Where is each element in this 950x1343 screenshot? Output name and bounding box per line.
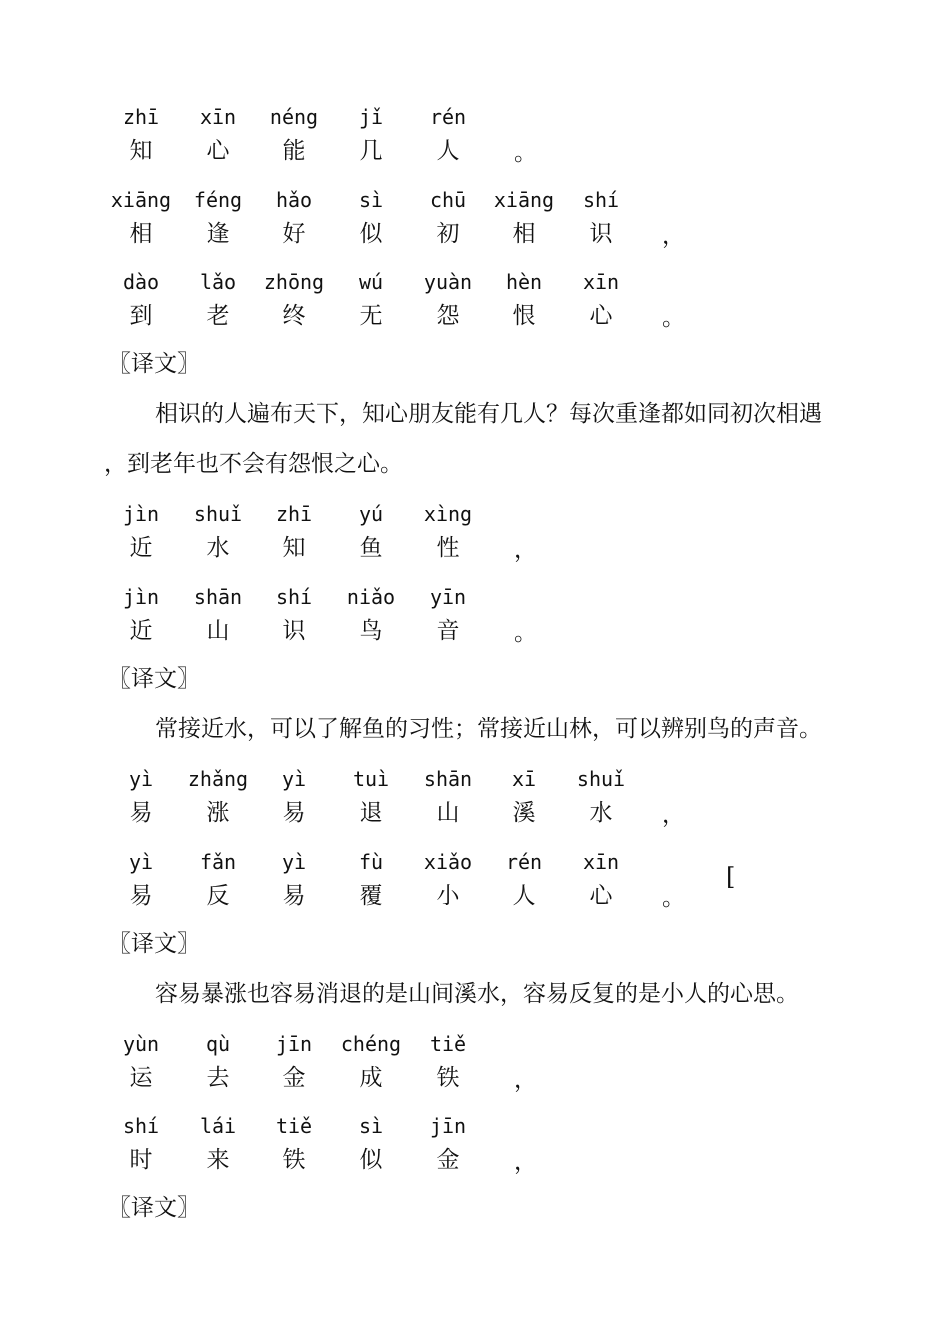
hanzi-character: 心: [589, 883, 613, 909]
hanzi-character: 识: [589, 221, 613, 247]
hanzi-character: 人: [436, 138, 460, 164]
pinyin-syllable: hǎo: [275, 188, 313, 212]
pinyin-syllable: yì: [128, 767, 154, 791]
hanzi-character: 成: [359, 1065, 383, 1091]
hanzi-character: 铁: [282, 1147, 306, 1173]
pinyin-syllable: xiǎo: [423, 850, 473, 874]
pinyin-syllable: chéng: [340, 1032, 402, 1056]
stray-bracket-mark: [: [726, 863, 736, 891]
pinyin-syllable: shān: [193, 585, 243, 609]
hanzi-character: 识: [282, 618, 306, 644]
hanzi-character: 时: [129, 1147, 153, 1173]
pinyin-syllable: sì: [358, 188, 384, 212]
hanzi-character: 逢: [206, 221, 230, 247]
pinyin-syllable: yuàn: [423, 270, 473, 294]
hanzi-character: 音: [436, 618, 460, 644]
pinyin-syllable: shí: [122, 1114, 160, 1138]
pinyin-syllable: xī: [511, 767, 537, 791]
hanzi-character: 涨: [206, 800, 230, 826]
pinyin-syllable: tuì: [352, 767, 390, 791]
pinyin-syllable: zhōng: [263, 270, 325, 294]
hanzi-character: 溪: [512, 800, 536, 826]
hanzi-character: 心: [589, 303, 613, 329]
pinyin-syllable: lǎo: [199, 270, 237, 294]
hanzi-character: 铁: [436, 1065, 460, 1091]
line-punctuation: 。: [514, 140, 537, 166]
hanzi-character: 易: [129, 800, 153, 826]
pinyin-syllable: néng: [269, 105, 319, 129]
hanzi-character: 覆: [359, 883, 383, 909]
hanzi-character: 知: [129, 138, 153, 164]
pinyin-syllable: zhī: [122, 105, 160, 129]
hanzi-character: 去: [206, 1065, 230, 1091]
pinyin-syllable: hèn: [505, 270, 543, 294]
hanzi-character: 易: [282, 883, 306, 909]
hanzi-character: 易: [129, 883, 153, 909]
pinyin-syllable: xiāng: [110, 188, 172, 212]
hanzi-character: 心: [206, 138, 230, 164]
hanzi-character: 金: [436, 1147, 460, 1173]
pinyin-syllable: qù: [205, 1032, 231, 1056]
pinyin-syllable: dào: [122, 270, 160, 294]
pinyin-syllable: jīn: [429, 1114, 467, 1138]
pinyin-syllable: xiāng: [493, 188, 555, 212]
hanzi-character: 易: [282, 800, 306, 826]
pinyin-syllable: shān: [423, 767, 473, 791]
pinyin-syllable: zhī: [275, 502, 313, 526]
hanzi-character: 到: [129, 303, 153, 329]
hanzi-character: 反: [206, 883, 230, 909]
line-punctuation: 。: [662, 885, 685, 911]
line-punctuation: 。: [514, 620, 537, 646]
pinyin-syllable: shuǐ: [193, 502, 243, 526]
hanzi-character: 知: [282, 535, 306, 561]
hanzi-character: 来: [206, 1147, 230, 1173]
hanzi-character: 相: [512, 221, 536, 247]
pinyin-syllable: tiě: [429, 1032, 467, 1056]
translation-heading: 〖译文〗: [108, 931, 200, 957]
pinyin-syllable: lái: [199, 1114, 237, 1138]
pinyin-syllable: yì: [281, 767, 307, 791]
line-punctuation: 。: [662, 305, 685, 331]
pinyin-syllable: xìng: [423, 502, 473, 526]
hanzi-character: 金: [282, 1065, 306, 1091]
pinyin-syllable: yì: [128, 850, 154, 874]
hanzi-character: 似: [359, 1147, 383, 1173]
pinyin-syllable: yùn: [122, 1032, 160, 1056]
hanzi-character: 近: [129, 618, 153, 644]
hanzi-character: 怨: [436, 303, 460, 329]
hanzi-character: 退: [359, 800, 383, 826]
hanzi-character: 相: [129, 221, 153, 247]
pinyin-syllable: xīn: [199, 105, 237, 129]
hanzi-character: 水: [206, 535, 230, 561]
pinyin-syllable: fù: [358, 850, 384, 874]
hanzi-character: 恨: [512, 303, 536, 329]
pinyin-syllable: sì: [358, 1114, 384, 1138]
translation-text: 容易暴涨也容易消退的是山间溪水，容易反复的是小人的心思。: [155, 981, 799, 1007]
hanzi-character: 鸟: [359, 618, 383, 644]
pinyin-syllable: jīn: [275, 1032, 313, 1056]
translation-text: 相识的人遍布天下，知心朋友能有几人？每次重逢都如同初次相遇: [155, 401, 822, 427]
line-punctuation: ，: [514, 1067, 537, 1093]
pinyin-syllable: xīn: [582, 850, 620, 874]
pinyin-syllable: niǎo: [346, 585, 396, 609]
hanzi-character: 无: [359, 303, 383, 329]
pinyin-syllable: jìn: [122, 585, 160, 609]
pinyin-syllable: wú: [358, 270, 384, 294]
pinyin-syllable: xīn: [582, 270, 620, 294]
pinyin-syllable: rén: [429, 105, 467, 129]
line-punctuation: ，: [514, 1149, 537, 1175]
pinyin-syllable: tiě: [275, 1114, 313, 1138]
pinyin-syllable: yú: [358, 502, 384, 526]
translation-text: 常接近水，可以了解鱼的习性；常接近山林，可以辨别鸟的声音。: [155, 716, 822, 742]
line-punctuation: ，: [662, 802, 685, 828]
pinyin-syllable: rén: [505, 850, 543, 874]
translation-heading: 〖译文〗: [108, 666, 200, 692]
translation-heading: 〖译文〗: [108, 351, 200, 377]
hanzi-character: 初: [436, 221, 460, 247]
hanzi-character: 似: [359, 221, 383, 247]
pinyin-syllable: jìn: [122, 502, 160, 526]
hanzi-character: 山: [206, 618, 230, 644]
pinyin-syllable: shí: [275, 585, 313, 609]
hanzi-character: 近: [129, 535, 153, 561]
hanzi-character: 好: [282, 221, 306, 247]
pinyin-syllable: shuǐ: [576, 767, 626, 791]
hanzi-character: 运: [129, 1065, 153, 1091]
pinyin-syllable: yīn: [429, 585, 467, 609]
hanzi-character: 老: [206, 303, 230, 329]
hanzi-character: 性: [436, 535, 460, 561]
hanzi-character: 鱼: [359, 535, 383, 561]
hanzi-character: 山: [436, 800, 460, 826]
pinyin-syllable: féng: [193, 188, 243, 212]
pinyin-syllable: chū: [429, 188, 467, 212]
pinyin-syllable: shí: [582, 188, 620, 212]
hanzi-character: 小: [436, 883, 460, 909]
pinyin-syllable: zhǎng: [187, 767, 249, 791]
hanzi-character: 人: [512, 883, 536, 909]
pinyin-syllable: yì: [281, 850, 307, 874]
pinyin-syllable: fǎn: [199, 850, 237, 874]
hanzi-character: 终: [282, 303, 306, 329]
pinyin-syllable: jǐ: [358, 105, 384, 129]
line-punctuation: ，: [662, 223, 685, 249]
hanzi-character: 能: [282, 138, 306, 164]
translation-heading: 〖译文〗: [108, 1195, 200, 1221]
hanzi-character: 水: [589, 800, 613, 826]
translation-text: ，到老年也不会有怨恨之心。: [104, 451, 403, 477]
line-punctuation: ，: [514, 537, 537, 563]
hanzi-character: 几: [359, 138, 383, 164]
